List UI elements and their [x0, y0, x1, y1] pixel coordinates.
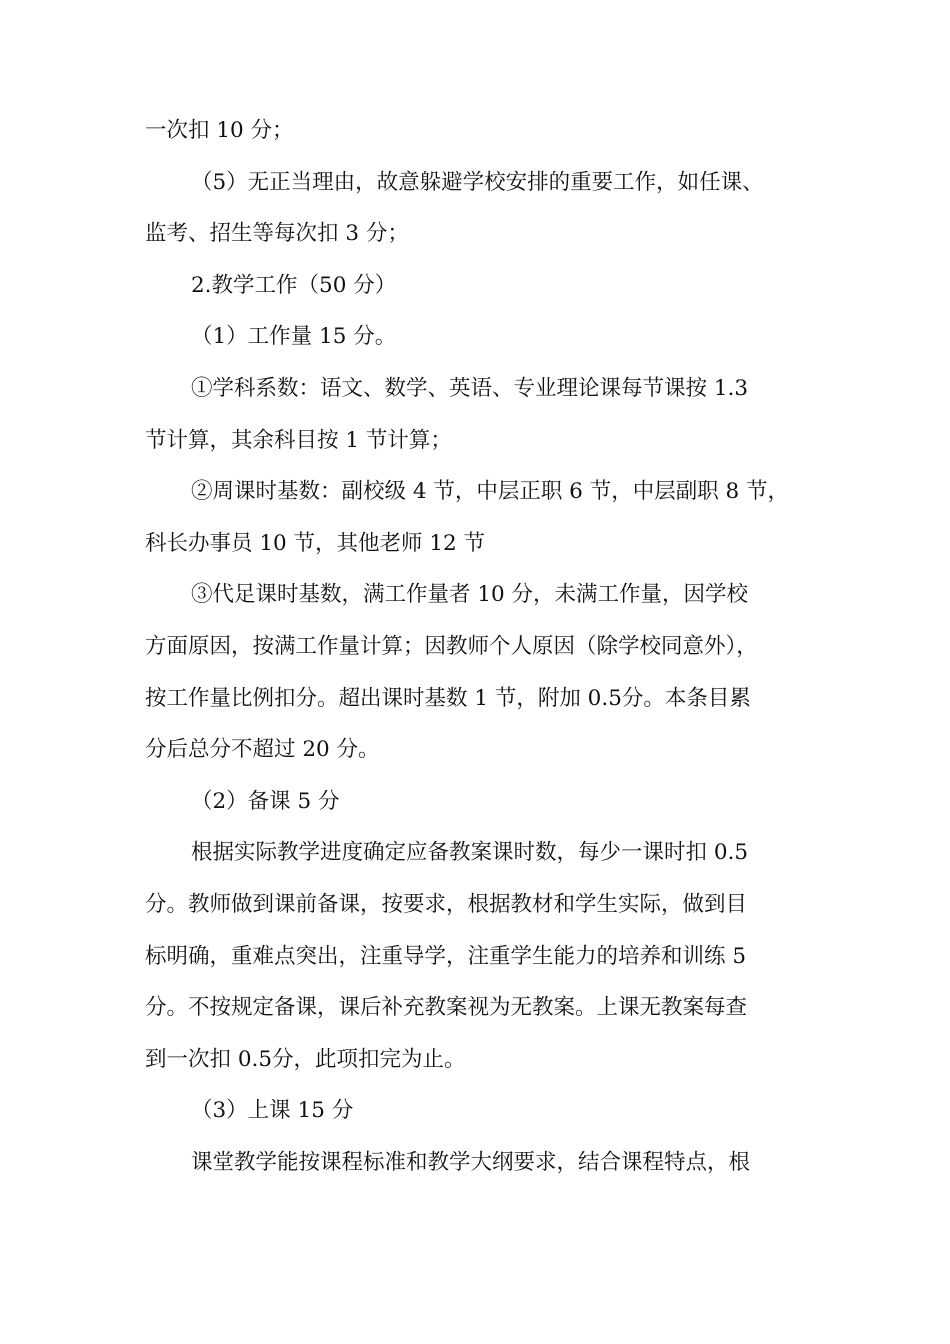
section-heading: 2.教学工作（50 分） — [191, 272, 397, 298]
text-line: 方面原因，按满工作量计算；因教师个人原因（除学校同意外）， — [145, 633, 758, 659]
text-line: 课堂教学能按课程标准和教学大纲要求，结合课程特点，根 — [191, 1149, 751, 1175]
text-line: （5）无正当理由，故意躲避学校安排的重要工作，如任课、 — [191, 169, 764, 195]
subsection-heading: （3）上课 15 分 — [191, 1098, 354, 1124]
text-line: 到一次扣 0.5分，此项扣完为止。 — [145, 1046, 466, 1072]
subsection-heading: （1）工作量 15 分。 — [191, 324, 397, 350]
text-line: 节计算，其余科目按 1 节计算； — [145, 427, 452, 453]
text-line: ②周课时基数：副校级 4 节，中层正职 6 节，中层副职 8 节， — [191, 479, 790, 505]
text-line: 分。教师做到课前备课，按要求，根据教材和学生实际，做到目 — [145, 891, 748, 917]
text-line: 根据实际教学进度确定应备教案课时数，每少一课时扣 0.5 — [191, 840, 749, 866]
text-line: 分。不按规定备课，课后补充教案视为无教案。上课无教案每查 — [145, 995, 748, 1021]
document-body — [145, 105, 815, 1188]
text-line: 科长办事员 10 节，其他老师 12 节 — [145, 530, 486, 556]
text-line: ③代足课时基数，满工作量者 10 分，未满工作量，因学校 — [191, 582, 749, 608]
text-line: 一次扣 10 分； — [145, 118, 294, 143]
text-line: 监考、招生等每次扣 3 分； — [145, 221, 409, 247]
text-line: 按工作量比例扣分。超出课时基数 1 节，附加 0.5分。本条目累 — [145, 685, 751, 711]
text-line: 标明确，重难点突出，注重导学，注重学生能力的培养和训练 5 — [145, 943, 747, 969]
subsection-heading: （2）备课 5 分 — [191, 788, 340, 814]
text-line: 分后总分不超过 20 分。 — [145, 737, 380, 763]
text-line: ①学科系数：语文、数学、英语、专业理论课每节课按 1.3 — [191, 375, 749, 401]
